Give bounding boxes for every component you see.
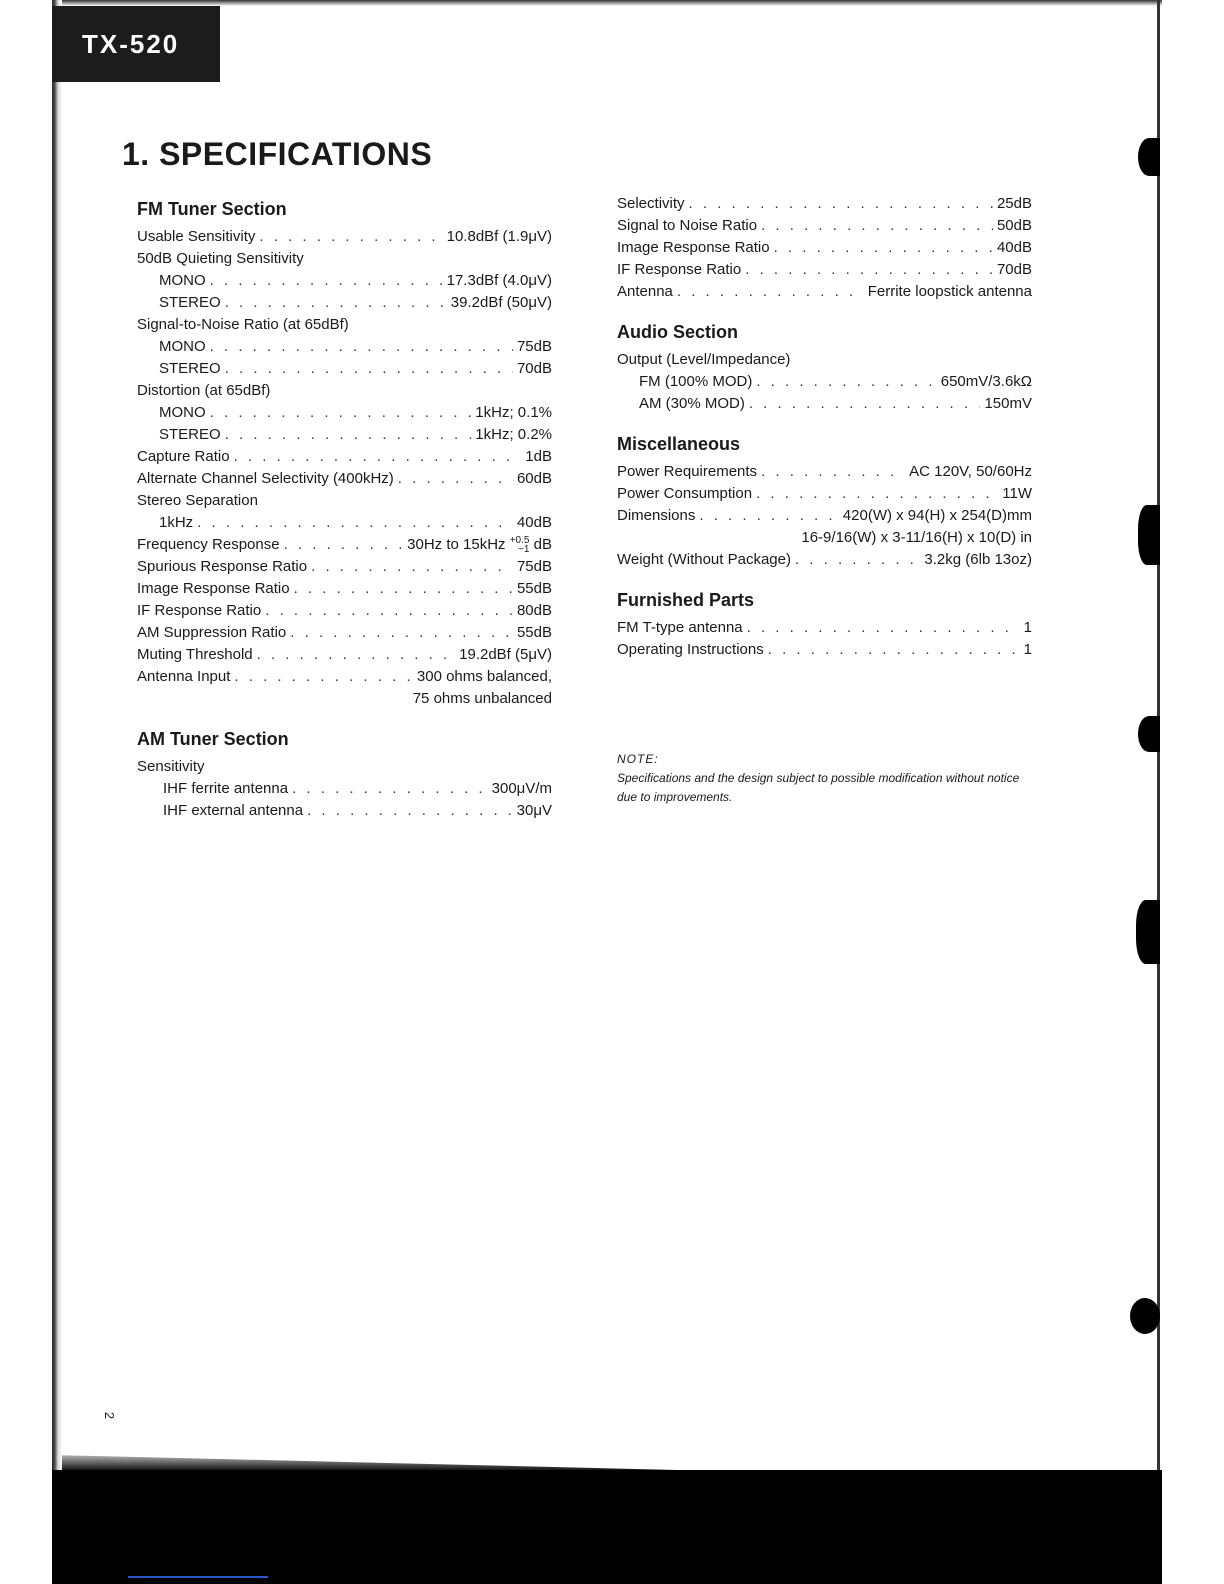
- scan-bottom-band: [52, 1470, 1162, 1584]
- leader-dots: [795, 549, 920, 571]
- spec-label: AM (30% MOD): [639, 395, 745, 412]
- leader-dots: [210, 336, 513, 358]
- spec-label: Image Response Ratio: [617, 239, 770, 256]
- spec-value: 17.3dBf (4.0μV): [446, 272, 552, 289]
- spec-value: 39.2dBf (50μV): [450, 294, 552, 311]
- leader-dots: [225, 424, 472, 446]
- leader-dots: [197, 512, 513, 534]
- leader-dots: [745, 259, 993, 281]
- spec-label: Muting Threshold: [137, 646, 253, 663]
- spec-label: 1kHz: [159, 514, 194, 531]
- spec-label: Alternate Channel Selectivity (400kHz): [137, 470, 394, 487]
- spec-label: Signal to Noise Ratio: [617, 217, 758, 234]
- spec-value: 55dB: [516, 580, 552, 597]
- binder-hole: [1136, 900, 1160, 964]
- section-gap: [617, 415, 1032, 431]
- left-column: [137, 196, 552, 822]
- spec-label: Antenna Input: [137, 668, 231, 685]
- leader-dots: [234, 446, 522, 468]
- spec-value: 1dB: [525, 448, 552, 465]
- leader-dots: [210, 270, 443, 292]
- audio-section-title: Audio Section: [617, 322, 738, 342]
- spec-value: 80dB: [516, 602, 552, 619]
- spec-value: 50dB: [996, 217, 1032, 234]
- spec-heading: 50dB Quieting Sensitivity: [137, 250, 304, 267]
- section-gap: [617, 571, 1032, 587]
- leader-dots: [290, 622, 513, 644]
- tolerance-plus: +0.5: [509, 535, 530, 547]
- spec-value: 75dB: [516, 338, 552, 355]
- leader-dots: [774, 237, 993, 259]
- spec-value: 10.8dBf (1.9μV): [446, 228, 552, 245]
- spec-value: 40dB: [516, 514, 552, 531]
- spec-row: [137, 336, 552, 358]
- leader-dots: [747, 617, 1020, 639]
- spec-heading: Stereo Separation: [137, 492, 258, 509]
- spec-label: STEREO: [159, 426, 221, 443]
- spec-label: Usable Sensitivity: [137, 228, 256, 245]
- spec-value: 1kHz; 0.1%: [475, 404, 552, 421]
- spec-value: 70dB: [996, 261, 1032, 278]
- spec-value: 3.2kg (6lb 13oz): [924, 551, 1032, 568]
- spec-label: FM (100% MOD): [639, 373, 753, 390]
- parts-section-title: Furnished Parts: [617, 590, 755, 610]
- spec-value: 1: [1023, 641, 1032, 658]
- leader-dots: [699, 505, 838, 527]
- spec-heading: Sensitivity: [137, 758, 205, 775]
- spec-value: 1: [1023, 619, 1032, 636]
- leader-dots: [225, 292, 447, 314]
- leader-dots: [768, 639, 1020, 661]
- spec-value: 55dB: [516, 624, 552, 641]
- leader-dots: [259, 226, 442, 248]
- spec-label: Image Response Ratio: [137, 580, 290, 597]
- spec-value: 30μV: [516, 802, 552, 819]
- leader-dots: [761, 461, 905, 483]
- leader-dots: [265, 600, 513, 622]
- spec-label: Capture Ratio: [137, 448, 230, 465]
- spec-row: [617, 639, 1032, 661]
- spec-row: [617, 617, 1032, 639]
- spec-label: AM Suppression Ratio: [137, 624, 287, 641]
- binder-hole: [1138, 138, 1160, 176]
- section-gap: [137, 710, 552, 726]
- spec-value: 25dB: [996, 195, 1032, 212]
- spec-row: [137, 666, 552, 688]
- spec-row: [137, 292, 552, 314]
- spec-label: MONO: [159, 404, 206, 421]
- spec-label: Operating Instructions: [617, 641, 764, 658]
- spec-row: [137, 468, 552, 490]
- spec-value: 75dB: [516, 558, 552, 575]
- leader-dots: [756, 483, 998, 505]
- leader-dots: [210, 402, 472, 424]
- tolerance: [510, 536, 530, 554]
- spec-label: Dimensions: [617, 507, 696, 524]
- spec-row: [137, 402, 552, 424]
- right-column: [617, 193, 1032, 661]
- binder-hole: [1138, 505, 1160, 565]
- page-title: 1. SPECIFICATIONS: [122, 136, 433, 172]
- leader-dots: [307, 800, 513, 822]
- spec-value: 420(W) x 94(H) x 254(D)mm: [842, 507, 1032, 524]
- leader-dots: [311, 556, 513, 578]
- spec-value-continued: 75 ohms unbalanced: [412, 690, 552, 707]
- leader-dots: [234, 666, 412, 688]
- spec-row: [617, 549, 1032, 571]
- spec-value: [407, 534, 552, 556]
- spec-row: [137, 424, 552, 446]
- spec-label: Spurious Response Ratio: [137, 558, 308, 575]
- spec-row: [617, 505, 1032, 527]
- leader-dots: [294, 578, 513, 600]
- leader-dots: [689, 193, 993, 215]
- tolerance-minus: −1: [518, 544, 530, 556]
- spec-row: [617, 461, 1032, 483]
- spec-row: [137, 270, 552, 292]
- spec-label: Selectivity: [617, 195, 685, 212]
- spec-row: [617, 483, 1032, 505]
- page-number: 2: [102, 1411, 118, 1420]
- spec-label: MONO: [159, 272, 206, 289]
- spec-row: [137, 556, 552, 578]
- note-title: NOTE:: [617, 752, 659, 766]
- spec-row: [617, 371, 1032, 393]
- spec-row: [137, 512, 552, 534]
- spec-label: Antenna: [617, 283, 673, 300]
- spec-value: AC 120V, 50/60Hz: [909, 463, 1032, 480]
- spec-row: [137, 446, 552, 468]
- note-block: [617, 750, 1037, 807]
- spec-heading: Distortion (at 65dBf): [137, 382, 271, 399]
- spec-row: [617, 237, 1032, 259]
- spec-label: Power Requirements: [617, 463, 758, 480]
- leader-dots: [756, 371, 936, 393]
- spec-label: FM T-type antenna: [617, 619, 743, 636]
- spec-row: [617, 259, 1032, 281]
- spec-label: IF Response Ratio: [137, 602, 262, 619]
- freq-unit: dB: [533, 536, 552, 553]
- spec-value: 40dB: [996, 239, 1032, 256]
- scan-left-edge: [52, 0, 62, 1480]
- section-gap: [617, 303, 1032, 319]
- spec-label: Power Consumption: [617, 485, 753, 502]
- spec-label: MONO: [159, 338, 206, 355]
- spec-row: [137, 622, 552, 644]
- spec-row: [137, 578, 552, 600]
- leader-dots: [398, 468, 513, 490]
- spec-row: [137, 800, 552, 822]
- fm-section-title: FM Tuner Section: [137, 199, 287, 219]
- leader-dots: [761, 215, 993, 237]
- spec-heading: Signal-to-Noise Ratio (at 65dBf): [137, 316, 349, 333]
- freq-range: 30Hz to 15kHz: [407, 536, 506, 553]
- leader-dots: [749, 393, 981, 415]
- spec-row: [137, 226, 552, 248]
- spec-value-continued: 16-9/16(W) x 3-11/16(H) x 10(D) in: [801, 529, 1032, 546]
- spec-value: 300 ohms balanced,: [416, 668, 552, 685]
- spec-heading: Output (Level/Impedance): [617, 351, 791, 368]
- leader-dots: [257, 644, 456, 666]
- model-tab: [52, 6, 220, 82]
- leader-dots: [677, 281, 864, 303]
- spec-label: Frequency Response: [137, 536, 280, 553]
- scan-artifact-line: [128, 1576, 268, 1578]
- binder-hole: [1130, 1298, 1160, 1334]
- spec-row: [617, 393, 1032, 415]
- spec-value: 19.2dBf (5μV): [459, 646, 552, 663]
- spec-row: [617, 215, 1032, 237]
- spec-value: 650mV/3.6kΩ: [940, 373, 1032, 390]
- leader-dots: [225, 358, 513, 380]
- spec-value: 60dB: [516, 470, 552, 487]
- spec-row: [617, 193, 1032, 215]
- spec-label: STEREO: [159, 360, 221, 377]
- note-body: Specifications and the design subject to possible modification without notice due to improvements.: [617, 771, 1020, 804]
- spec-row: [137, 644, 552, 666]
- spec-row: [137, 534, 552, 556]
- spec-label: STEREO: [159, 294, 221, 311]
- spec-row: [137, 778, 552, 800]
- model-name: TX-520: [82, 28, 180, 59]
- binder-hole: [1138, 716, 1160, 752]
- spec-value: 70dB: [516, 360, 552, 377]
- spec-value: 1kHz; 0.2%: [475, 426, 552, 443]
- spec-label: IF Response Ratio: [617, 261, 742, 278]
- spec-label: IHF ferrite antenna: [163, 780, 289, 797]
- spec-label: Weight (Without Package): [617, 551, 791, 568]
- spec-row: [617, 281, 1032, 303]
- spec-value: 150mV: [984, 395, 1032, 412]
- spec-label: IHF external antenna: [163, 802, 304, 819]
- misc-section-title: Miscellaneous: [617, 434, 741, 454]
- am-section-title: AM Tuner Section: [137, 729, 289, 749]
- leader-dots: [292, 778, 488, 800]
- spec-row: [137, 600, 552, 622]
- leader-dots: [284, 534, 404, 556]
- spec-value: 11W: [1002, 485, 1032, 502]
- spec-value: 300μV/m: [491, 780, 552, 797]
- spec-row: [137, 358, 552, 380]
- spec-value: Ferrite loopstick antenna: [867, 283, 1032, 300]
